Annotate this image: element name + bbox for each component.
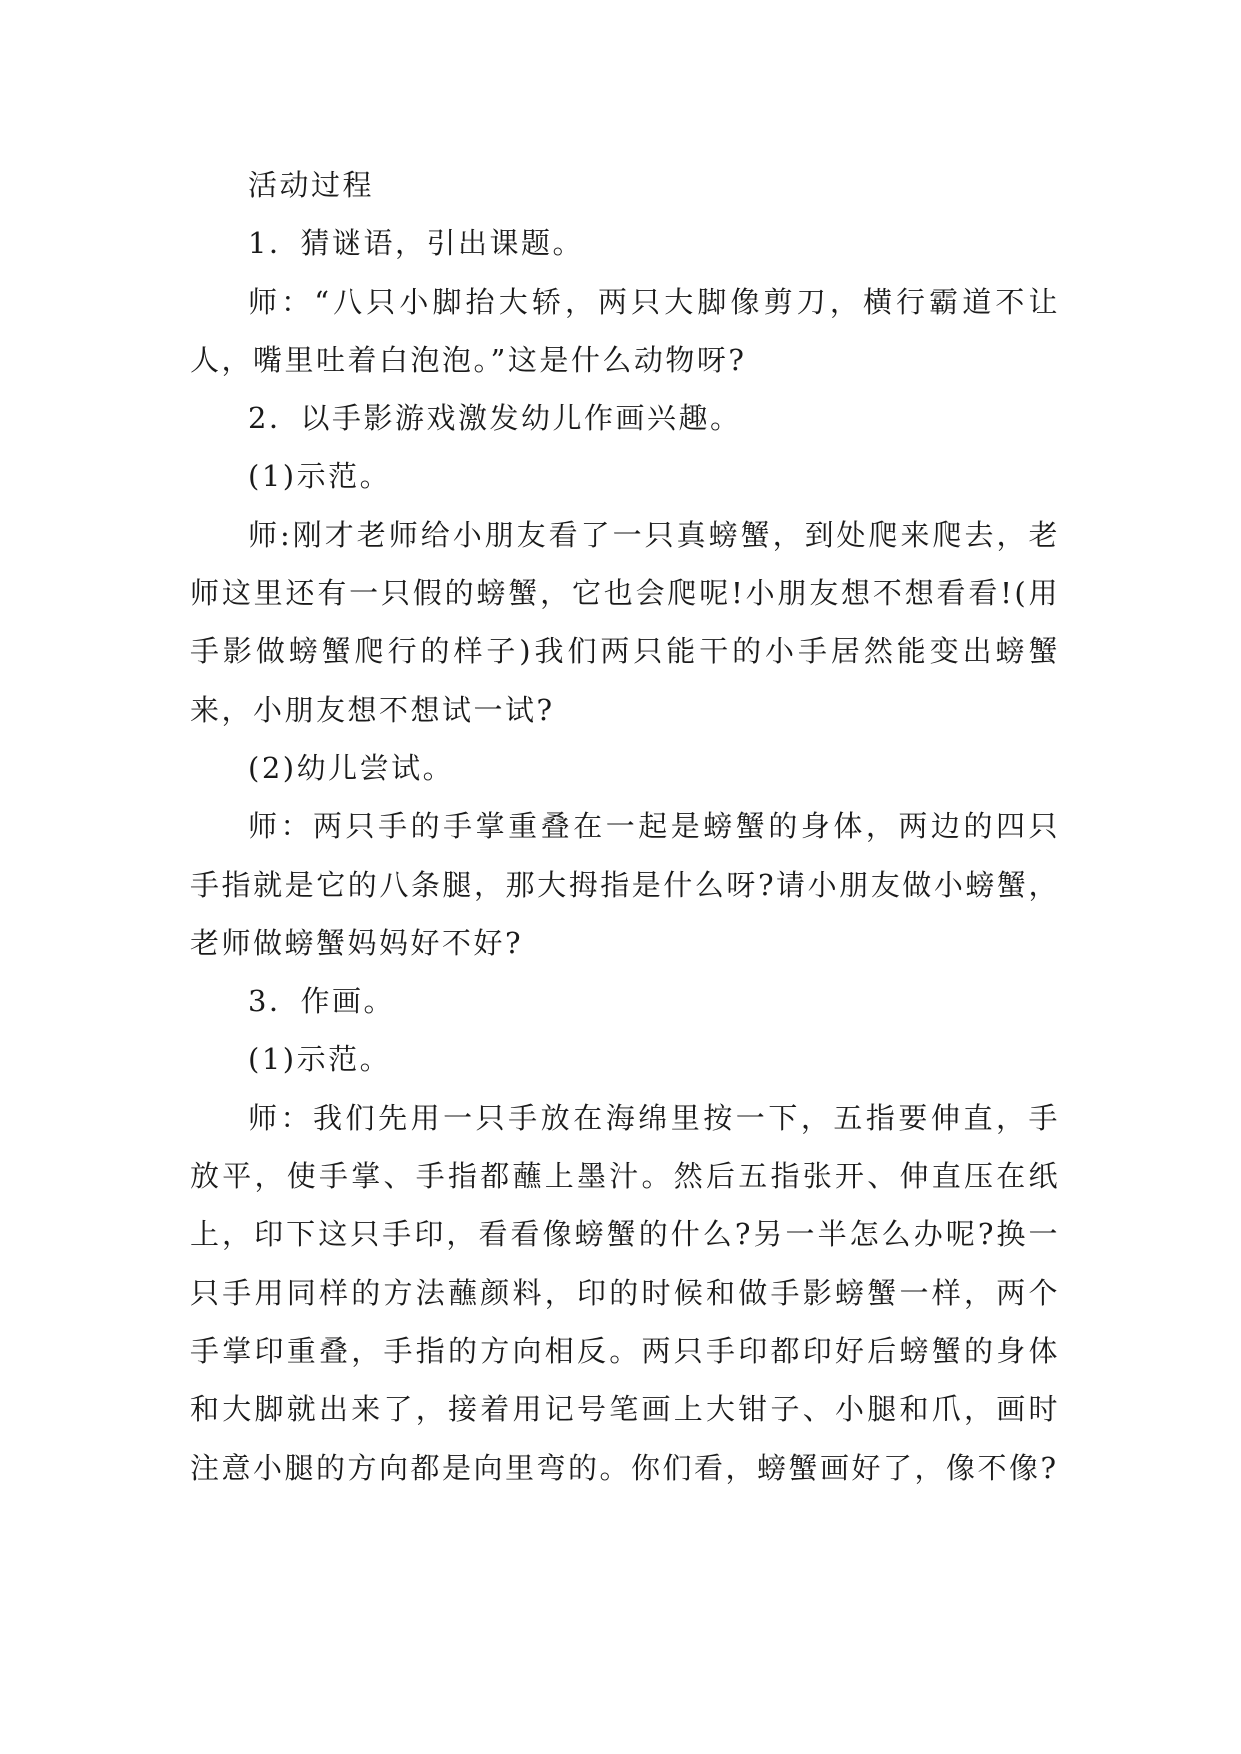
step-3-heading: 3．作画。 — [248, 984, 395, 1019]
step-1-heading: 1．猜谜语，引出课题。 — [248, 226, 584, 261]
document-page — [190, 156, 1060, 1497]
step-2-heading: 2．以手影游戏激发幼儿作画兴趣。 — [248, 401, 742, 436]
shadow-play-paragraph: 师:刚才老师给小朋友看了一只真螃蟹，到处爬来爬去，老师这里还有一只假的螃蟹，它也会爬呢!小朋友想不想看看!(用手影做螃蟹爬行的样子)我们两只能干的小手居然能变出螃蟹来，小朋友想不想试一试? — [190, 517, 1060, 727]
substep-demo-heading: (1)示范。 — [248, 459, 392, 494]
painting-instructions-paragraph: 师：我们先用一只手放在海绵里按一下，五指要伸直，手放平，使手掌、手指都蘸上墨汁。然后五指张开、伸直压在纸上，印下这只手印，看看像螃蟹的什么?另一半怎么办呢?换一只手用同样的方法蘸颜料，印的时候和做手影螃蟹一样，两个手掌印重叠，手指的方向相反。两只手印都印好后螃蟹的身体和大脚就出来了，接着用记号笔画上大钳子、小腿和爪，画时注意小腿的方向都是向里弯的。你们看，螃蟹画好了，像不像? — [190, 1100, 1060, 1485]
hand-explanation-paragraph: 师：两只手的手掌重叠在一起是螃蟹的身体，两边的四只手指就是它的八条腿，那大拇指是什么呀?请小朋友做小螃蟹，老师做螃蟹妈妈好不好? — [190, 809, 1060, 960]
substep-demo-heading-2: (1)示范。 — [248, 1042, 392, 1077]
section-heading: 活动过程 — [248, 168, 375, 202]
riddle-paragraph: 师：“八只小脚抬大轿，两只大脚像剪刀，横行霸道不让人，嘴里吐着白泡泡。”这是什么动物呀? — [190, 284, 1060, 377]
substep-try-heading: (2)幼儿尝试。 — [248, 750, 455, 785]
